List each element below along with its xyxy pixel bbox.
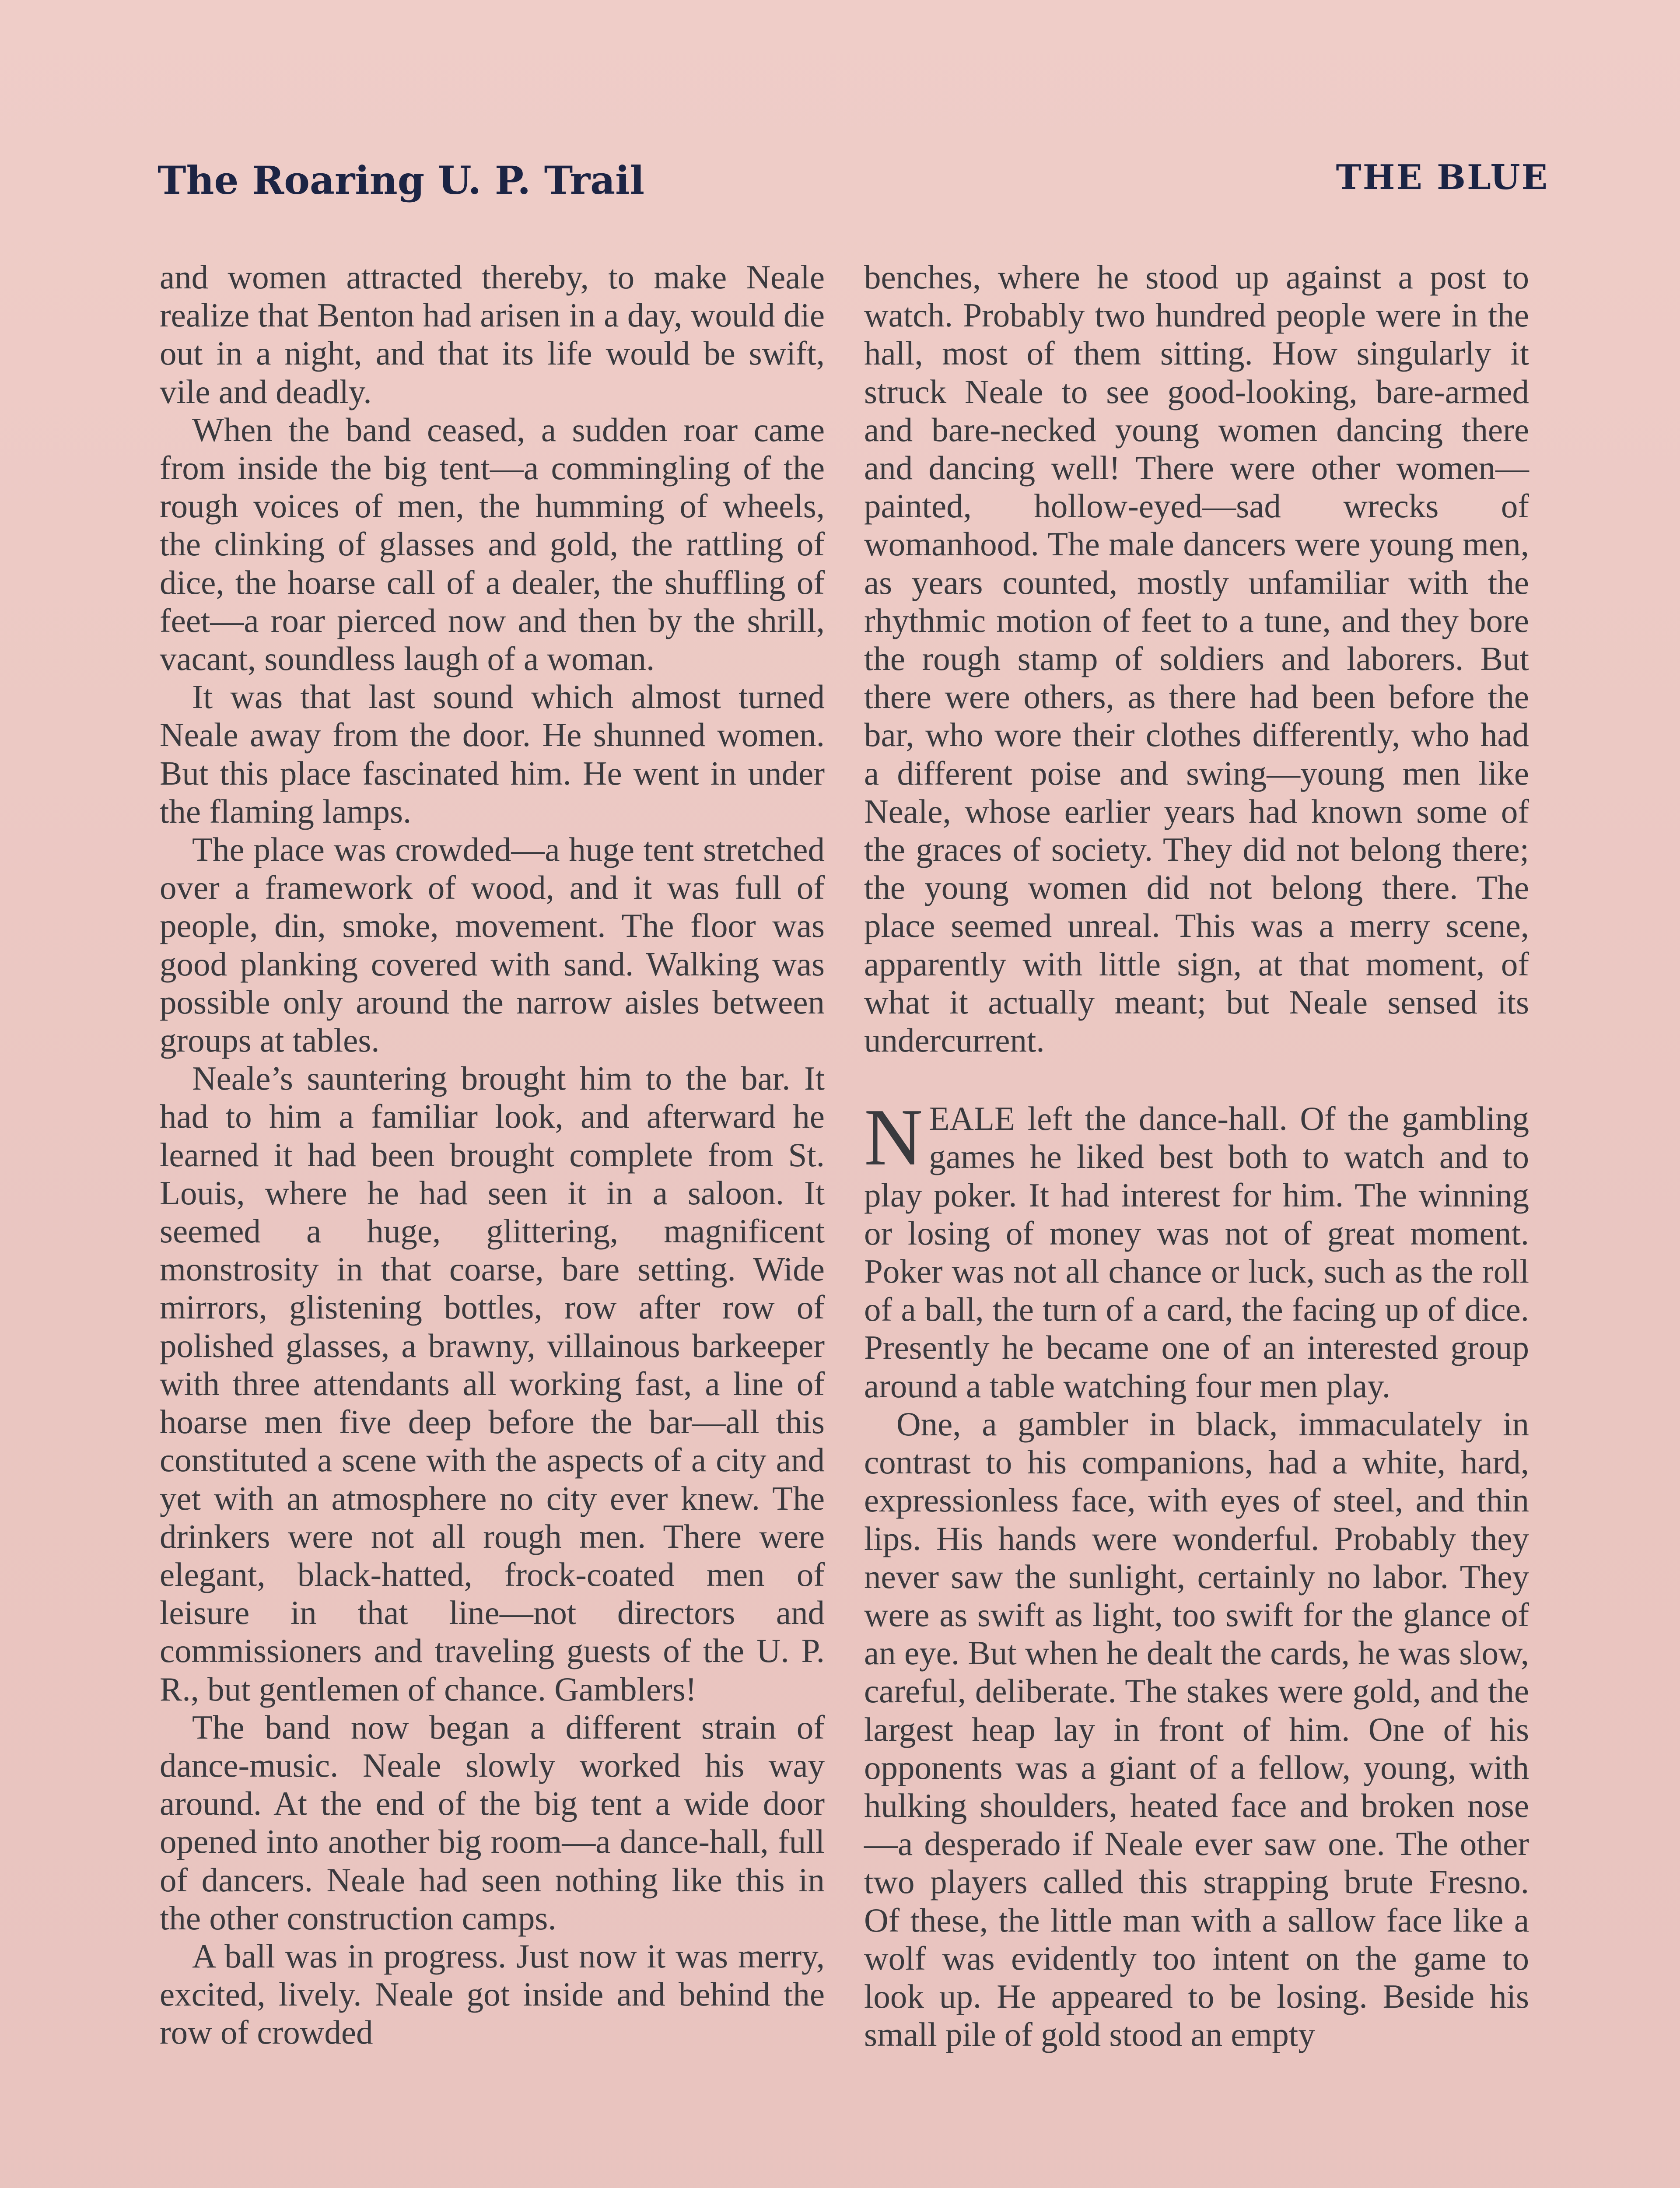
header-magazine-title: THE BLUE [1336, 158, 1549, 197]
running-header [158, 158, 1549, 214]
dropcap-paragraph [864, 1092, 1529, 1405]
paragraph: When the band ceased, a sudden roar came from inside the big tent—a commingling of the rough voices of men, the humming of wheels, the clinking of glasses and gold, the rattling of dice, the hoarse call of a dealer, the shuffling of feet—a roar pierced now and then by the shrill, vacant, soundless laugh of a woman. [160, 410, 825, 678]
drop-cap-initial: N [864, 1092, 923, 1183]
paragraph: The place was crowded—a huge tent stretched over a framework of wood, and it was full of people, din, smoke, movement. The floor was good planking covered with sand. Walking was possible only around the narrow aisles between groups at tables. [160, 831, 825, 1059]
paragraph: A ball was in progress. Just now it was merry, excited, lively. Neale got inside and behind the row of crowded [160, 1937, 825, 2051]
paragraph: Neale’s sauntering brought him to the bar. It had to him a familiar look, and afterward he learned it had been brought complete from St. Louis, where he had seen it in a saloon. It seemed a huge, glittering, magnificent monstrosity in that coarse, bare setting. Wide mirrors, glistening bottles, row after row of polished glasses, a brawny, villainous barkeeper with three attendants all working fast, a line of hoarse men five deep before the bar—all this constituted a scene with the aspects of a city and yet with an atmosphere no city ever knew. The drinkers were not all rough men. There were elegant, black-hatted, frock-coated men of leisure in that line—not directors and commissioners and traveling guests of the U. P. R., but gentlemen of chance. Gamblers! [160, 1059, 825, 1708]
paragraph: One, a gambler in black, immaculately in contrast to his companions, had a white, hard, expressionless face, with eyes of steel, and thin lips. His hands were wonderful. Probably they never saw the sunlight, certainly no labor. They were as swift as light, too swift for the glance of an eye. But when he dealt the cards, he was slow, careful, deliberate. The stakes were gold, and the largest heap lay in front of him. One of his opponents was a giant of a fellow, young, with hulking shoulders, heated face and broken nose—a desperado if Neale ever saw one. The other two players called this strapping brute Fresno. Of these, the little man with a sallow face like a wolf was evidently too intent on the game to look up. He appeared to be losing. Beside his small pile of gold stood an empty [864, 1405, 1529, 2054]
paragraph: and women attracted thereby, to make Neale realize that Benton had arisen in a day, would die out in a night, and that its life would be swift, vile and deadly. [160, 258, 825, 410]
paragraph: The band now began a different strain of dance-music. Neale slowly worked his way around. At the end of the big tent a wide door opened into another big room—a dance-hall, full of dancers. Neale had seen nothing like this in the other construction camps. [160, 1708, 825, 1937]
text-column-right [864, 258, 1529, 2054]
section-break [864, 1059, 1529, 1100]
paragraph: benches, where he stood up against a post to watch. Probably two hundred people were in the hall, most of them sitting. How singularly it struck Neale to see good-looking, bare-armed and bare-necked young women dancing there and dancing well! There were other women—painted, hollow-eyed—sad wrecks of womanhood. The male dancers were young men, as years counted, mostly unfamiliar with the rhythmic motion of feet to a tune, and they bore the rough stamp of soldiers and laborers. But there were others, as there had been before the bar, who wore their clothes differently, who had a different poise and swing—young men like Neale, whose earlier years had known some of the graces of society. They did not belong there; the young women did not belong there. The place seemed unreal. This was a merry scene, apparently with little sign, at that moment, of what it actually meant; but Neale sensed its undercurrent. [864, 258, 1529, 1059]
header-story-title: The Roaring U. P. Trail [158, 158, 645, 203]
paragraph: It was that last sound which almost turned Neale away from the door. He shunned women. But this place fascinated him. He went in under the flaming lamps. [160, 678, 825, 830]
text-column-left [160, 258, 825, 2052]
dropcap-paragraph-text: EALE left the dance-hall. Of the gambling games he liked best both to watch and to play poker. It had interest for him. The winning or losing of money was not of great moment. Poker was not all chance or luck, such as the roll of a ball, the turn of a card, the facing up of dice. Presently he became one of an interested group around a table watching four men play. [864, 1100, 1529, 1405]
